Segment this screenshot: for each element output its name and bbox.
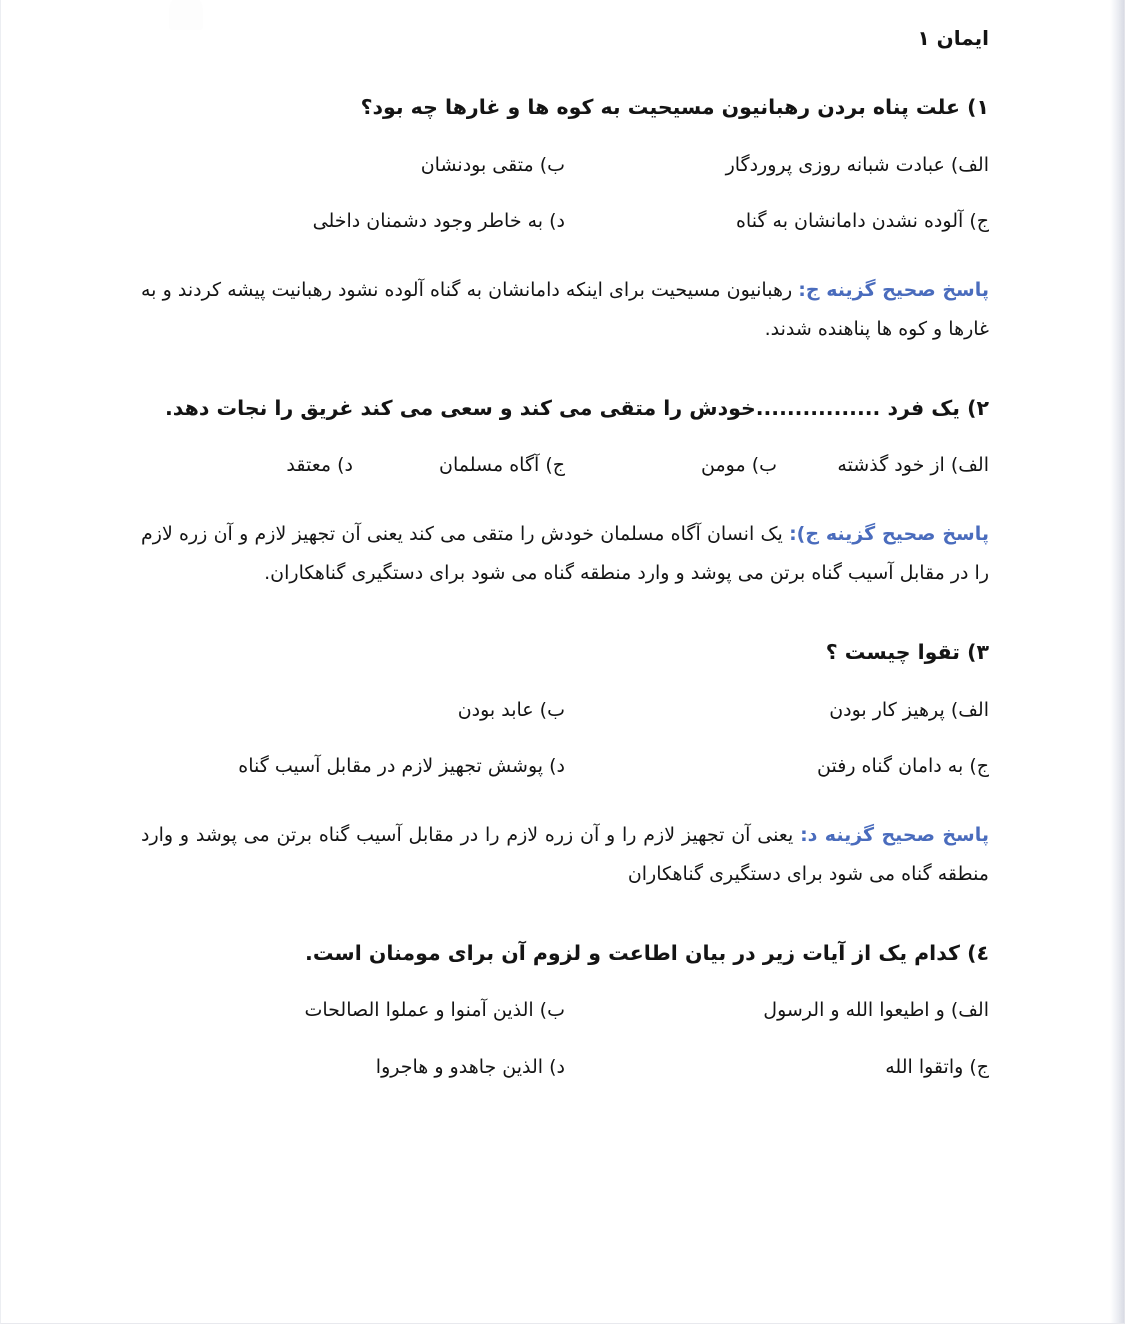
question-4-option-alef[interactable]: الف) و اطیعوا الله و الرسول <box>763 999 989 1022</box>
question-3-option-dal[interactable]: د) پوشش تجهیز لازم در مقابل آسیب گناه <box>238 755 565 778</box>
question-2-option-dal[interactable]: د) معتقد <box>286 454 353 477</box>
question-block-2 <box>141 395 989 593</box>
question-1-option-dal[interactable]: د) به خاطر وجود دشمنان داخلی <box>312 210 565 233</box>
page-title: ایمان ۱ <box>917 26 989 50</box>
question-1-options-row-2 <box>141 208 989 235</box>
question-1-answer <box>141 271 989 349</box>
question-3-options-row-2 <box>141 753 989 780</box>
question-2-answer <box>141 515 989 593</box>
question-1-option-alef[interactable]: الف) عبادت شبانه روزی پروردگار <box>725 153 989 176</box>
question-1-options-row-1 <box>141 152 989 179</box>
question-1-stem: ۱) علت پناه بردن رهبانیون مسیحیت به کوه ها و غارها چه بود؟ <box>360 95 989 119</box>
question-2-answer-body: یک انسان آگاه مسلمان خودش را متقی می کند یعنی آن تجهیز لازم و آن زره لازم را در مقابل آسیب گناه برتن می پوشد و وارد منطقه گناه می شود برای دستگیری گناهکاران. <box>141 523 989 584</box>
question-4-option-jim[interactable]: ج) واتقوا الله <box>885 1055 989 1078</box>
question-1-option-jim[interactable]: ج) آلوده نشدن دامانشان به گناه <box>735 210 989 233</box>
question-2-option-be[interactable]: ب) مومن <box>701 454 777 477</box>
question-3-stem: ۳) تقوا چیست ؟ <box>825 639 989 664</box>
document-content <box>1 0 1124 1080</box>
question-4-option-dal[interactable]: د) الذین جاهدو و هاجروا <box>375 1055 565 1078</box>
question-4-options-row-1 <box>141 997 989 1024</box>
question-3-option-alef[interactable]: الف) پرهیز کار بودن <box>829 698 989 721</box>
question-3-option-be[interactable]: ب) عابد بودن <box>457 698 565 721</box>
question-1-answer-body: رهبانیون مسیحیت برای اینکه دامانشان به گناه آلوده نشود رهبانیت پیشه کردند و به غارها و کوه ها پناهنده شدند. <box>141 278 989 340</box>
question-4-stem: ٤) کدام یک از آیات زیر در بیان اطاعت و لزوم آن برای مومنان است. <box>305 940 989 965</box>
question-3-answer-label: پاسخ صحیح گزینه د: <box>800 823 990 846</box>
question-4-options-row-2 <box>141 1054 989 1081</box>
question-2-option-alef[interactable]: الف) از خود گذشته <box>837 454 989 477</box>
question-1-answer-label: پاسخ صحیح گزینه ج: <box>798 278 990 301</box>
question-1-option-be[interactable]: ب) متقی بودنشان <box>420 153 565 176</box>
question-3-answer-body: یعنی آن تجهیز لازم را و آن زره لازم را در مقابل آسیب گناه برتن می پوشد و وارد منطقه گناه می شود برای دستگیری گناهکاران <box>141 823 989 885</box>
question-3-option-jim[interactable]: ج) به دامان گناه رفتن <box>817 755 989 778</box>
question-block-1 <box>141 94 989 349</box>
question-block-3 <box>141 639 989 894</box>
question-3-answer <box>141 816 989 894</box>
question-2-answer-label: پاسخ صحیح گزینه ج): <box>789 523 989 545</box>
question-3-options-row-1 <box>141 697 989 724</box>
question-2-stem: ۲) یک فرد ................خودش را متقی می کند و سعی می کند غریق را نجات دهد. <box>165 395 989 420</box>
question-4-option-be[interactable]: ب) الذین آمنوا و عملوا الصالحات <box>304 999 565 1022</box>
question-2-options-row <box>141 452 989 479</box>
question-block-4 <box>141 940 989 1081</box>
question-2-option-jim[interactable]: ج) آگاه مسلمان <box>439 454 565 477</box>
